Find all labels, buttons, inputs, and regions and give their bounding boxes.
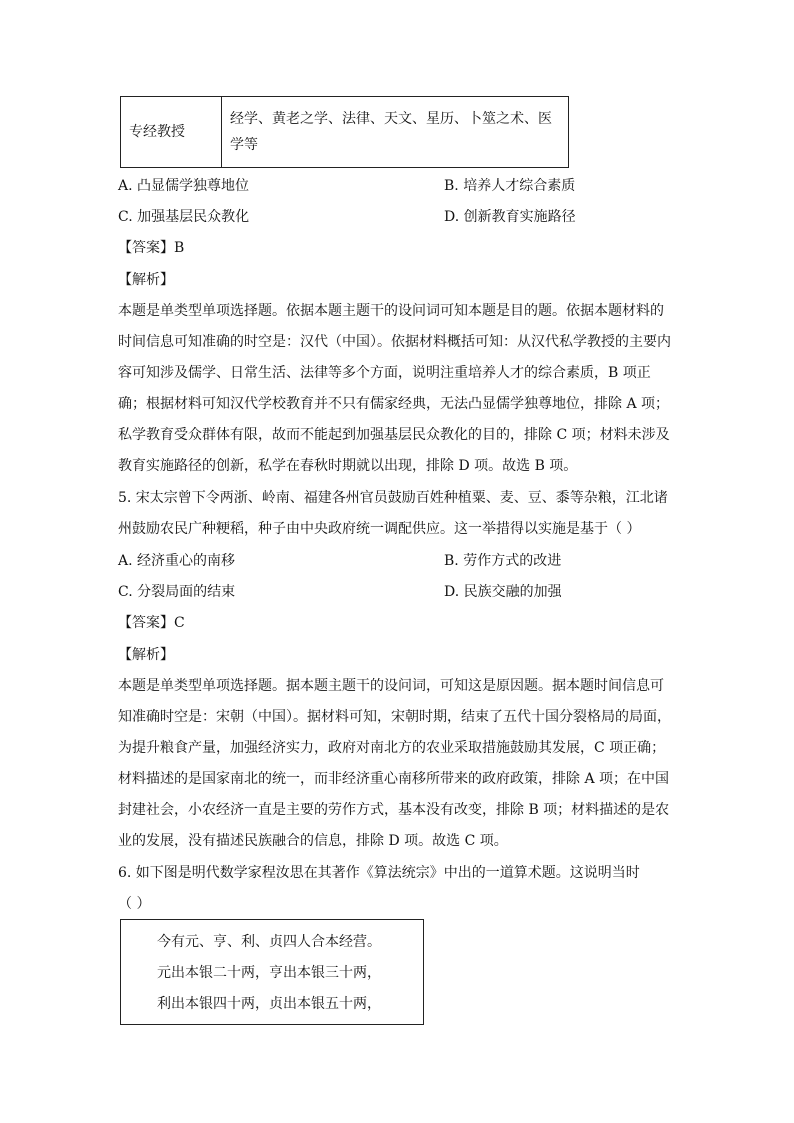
q4-option-a: A. 凸显儒学独尊地位 (118, 178, 250, 194)
q6-stem-line: 6. 如下图是明代数学家程汝思在其著作《算法统宗》中出的一道算术题。这说明当时 (118, 865, 640, 881)
q4-option-c: C. 加强基层民众教化 (118, 209, 250, 225)
q6-material-line: 元出本银二十两，亨出本银三十两， (157, 965, 381, 981)
q6-material-line: 今有元、亨、利、贞四人合本经营。 (157, 934, 381, 950)
q5-answer: 【答案】C (118, 615, 185, 631)
q5-stem-line: 5. 宋太宗曾下令两浙、岭南、福建各州官员鼓励百姓种植粟、麦、豆、黍等杂粮，江北诸 (118, 490, 668, 506)
table-content-cell: 经学、黄老之学、法律、天文、星历、卜筮之术、医学等 (222, 97, 569, 168)
q5-analysis-line: 业的发展，没有描述民族融合的信息，排除 D 项。故选 C 项。 (118, 833, 508, 849)
q5-analysis-line: 材料描述的是国家南北的统一，而非经济重心南移所带来的政府政策，排除 A 项；在中国 (118, 771, 670, 787)
q5-option-b: B. 劳作方式的改进 (444, 553, 562, 569)
q4-option-d: D. 创新教育实施路径 (444, 209, 576, 225)
q5-stem-line: 州鼓励农民广种粳稻，种子由中央政府统一调配供应。这一举措得以实施是基于（ ） (118, 521, 641, 537)
table-label-cell: 专经教授 (121, 97, 222, 168)
q6-stem-line: （ ） (118, 896, 151, 912)
q4-analysis-line: 确；根据材料可知汉代学校教育并不只有儒家经典，无法凸显儒学独尊地位，排除 A 项； (118, 396, 670, 412)
q4-analysis-line: 教育实施路径的创新，私学在春秋时期就以出现，排除 D 项。故选 B 项。 (118, 458, 578, 474)
table-row (121, 97, 569, 168)
q5-analysis-line: 为提升粮食产量，加强经济实力，政府对南北方的农业采取措施鼓励其发展，C 项正确； (118, 740, 666, 756)
q5-option-c: C. 分裂局面的结束 (118, 584, 236, 600)
q4-analysis-title: 【解析】 (118, 272, 174, 288)
q6-material-box (120, 919, 424, 1025)
q4-option-b: B. 培养人才综合素质 (444, 178, 576, 194)
q4-analysis-line: 私学教育受众群体有限，故而不能起到加强基层民众教化的目的，排除 C 项；材料未涉及 (118, 427, 670, 443)
q5-analysis-line: 封建社会，小农经济一直是主要的劳作方式，基本没有改变，排除 B 项；材料描述的是农 (118, 802, 670, 818)
q5-analysis-title: 【解析】 (118, 647, 174, 663)
q5-option-d: D. 民族交融的加强 (444, 584, 562, 600)
q5-option-a: A. 经济重心的南移 (118, 553, 236, 569)
q4-analysis-line: 容可知涉及儒学、日常生活、法律等多个方面，说明注重培养人才的综合素质，B 项正 (118, 365, 651, 381)
subject-table (120, 96, 569, 168)
q5-analysis-line: 知准确时空是：宋朝（中国）。据材料可知，宋朝时期，结束了五代十国分裂格局的局面， (118, 709, 671, 725)
q4-analysis-line: 本题是单类型单项选择题。依据本题主题干的设问词可知本题是目的题。依据本题材料的 (118, 303, 664, 319)
q5-analysis-line: 本题是单类型单项选择题。据本题主题干的设问词，可知这是原因题。据本题时间信息可 (118, 678, 664, 694)
q4-answer: 【答案】B (118, 240, 185, 256)
q4-analysis-line: 时间信息可知准确的时空是：汉代（中国）。依据材料概括可知：从汉代私学教授的主要内 (118, 334, 671, 350)
q6-material-line: 利出本银四十两，贞出本银五十两， (157, 996, 381, 1012)
